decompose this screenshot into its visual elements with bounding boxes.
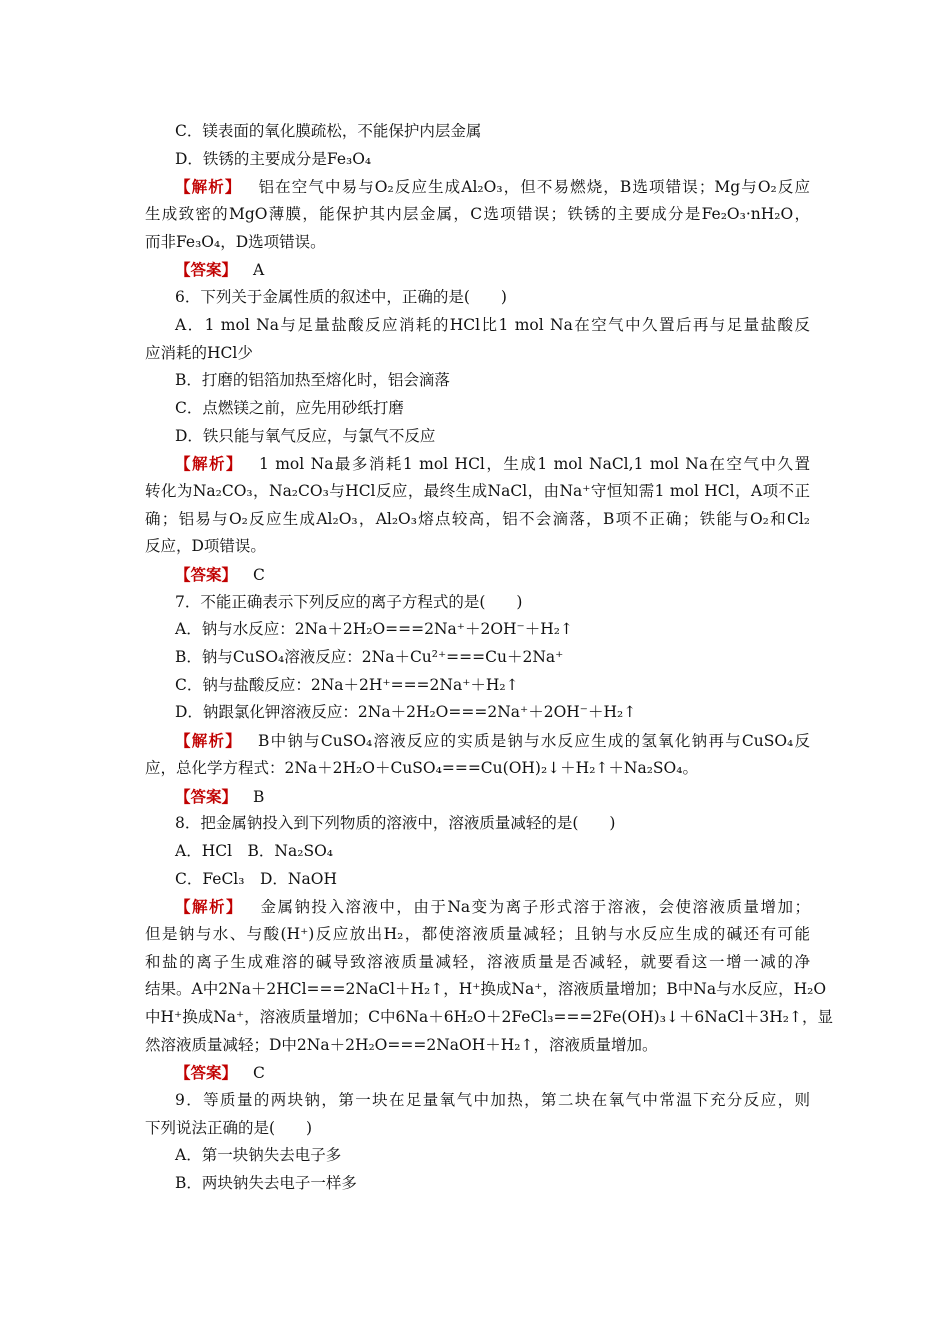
- q6-option-a: A．1 mol Na与足量盐酸反应消耗的HCl比1 mol Na在空气中久置后再与足量盐酸反: [175, 315, 810, 334]
- q7-analysis-line: 应，总化学方程式：2Na＋2H₂O＋CuSO₄===Cu(OH)₂↓＋H₂↑＋Na₂SO₄。: [145, 758, 698, 777]
- answer-label: 【答案】: [175, 1063, 238, 1083]
- q5-analysis-line: [145, 173, 810, 201]
- q8-options-ab: [145, 838, 810, 866]
- q8-analysis-line: 中H⁺换成Na⁺，溶液质量增加；C中6Na＋6H₂O＋2FeCl₃===2Fe(OH)₃↓＋6NaCl＋3H₂↑，显: [145, 1008, 833, 1026]
- analysis-text: B中钠与CuSO₄溶液反应的实质是钠与水反应生成的氢氧化钠再与CuSO₄反: [257, 732, 810, 751]
- answer-value: A: [253, 261, 265, 280]
- answer-value: C: [253, 1064, 265, 1083]
- q7-option-d: D．钠跟氯化钾溶液反应：2Na＋2H₂O===2Na⁺＋2OH⁻＋H₂↑: [175, 703, 637, 722]
- answer-label: 【答案】: [175, 565, 238, 584]
- q6-answer-line: [145, 561, 810, 589]
- q7-answer-line: [145, 783, 810, 811]
- q5-analysis-line: 生成致密的MgO薄膜，能保护其内层金属，C选项错误；铁锈的主要成分是Fe₂O₃·nH₂O，: [145, 205, 810, 224]
- q9-option-a: A．第一块钠失去电子多: [175, 1146, 342, 1165]
- analysis-label: 【解析】: [175, 177, 242, 197]
- analysis-label: 【解析】: [175, 897, 243, 917]
- q9-stem: 9．等质量的两块钠，第一块在足量氧气中加热，第二块在氧气中常温下充分反应，则: [175, 1091, 810, 1110]
- q8-analysis-line: 但是钠与水、与酸(H⁺)反应放出H₂，都使溶液质量减轻；且钠与水反应生成的碱还有可能: [145, 924, 810, 943]
- q6-analysis-line: 反应，D项错误。: [145, 537, 266, 556]
- q5-answer-line: [145, 256, 810, 284]
- analysis-text: 1 mol Na最多消耗1 mol HCl，生成1 mol NaCl,1 mol Na在空气中久置: [258, 455, 810, 474]
- q8-option-d: D．NaOH: [260, 869, 337, 888]
- q6-analysis-line: 转化为Na₂CO₃，Na₂CO₃与HCl反应，最终生成NaCl，由Na⁺守恒知需1 mol HCl，A项不正: [145, 481, 810, 500]
- q7-stem: 7．不能正确表示下列反应的离子方程式的是( ): [175, 592, 523, 611]
- q8-analysis-line: [145, 893, 810, 921]
- q8-option-a: A．HCl: [175, 841, 233, 860]
- q6-analysis-line: 确；铝易与O₂反应生成Al₂O₃，Al₂O₃熔点较高，铝不会滴落，B项不正确；铁能与O₂和Cl₂: [145, 509, 810, 528]
- answer-value: C: [253, 566, 265, 584]
- analysis-label: 【解析】: [175, 454, 243, 474]
- q6-analysis-line: [145, 450, 810, 478]
- q6-option-d: D．铁只能与氧气反应，与氯气不反应: [175, 426, 436, 445]
- q7-analysis-line: [145, 727, 810, 755]
- q7-option-b: B．钠与CuSO₄溶液反应：2Na＋Cu²⁺===Cu＋2Na⁺: [175, 648, 564, 667]
- q7-option-c: C．钠与盐酸反应：2Na＋2H⁺===2Na⁺＋H₂↑: [175, 675, 519, 694]
- q8-option-c: C．FeCl₃: [175, 869, 245, 888]
- q7-option-a: A．钠与水反应：2Na＋2H₂O===2Na⁺＋2OH⁻＋H₂↑: [175, 620, 573, 639]
- q9-stem-cont: 下列说法正确的是( ): [145, 1118, 313, 1137]
- q5-analysis-line: 而非Fe₃O₄，D选项错误。: [145, 232, 326, 251]
- answer-label: 【答案】: [175, 786, 238, 806]
- q8-analysis-line: 然溶液质量减轻；D中2Na＋2H₂O===2NaOH＋H₂↑，溶液质量增加。: [145, 1035, 658, 1054]
- q6-stem: 6．下列关于金属性质的叙述中，正确的是( ): [175, 288, 507, 307]
- q6-option-c: C．点燃镁之前，应先用砂纸打磨: [175, 398, 404, 417]
- analysis-text: 金属钠投入溶液中，由于Na变为离子形式溶于溶液，会使溶液质量增加；: [258, 898, 810, 917]
- document-page: [145, 118, 833, 1198]
- q8-answer-line: [145, 1059, 810, 1087]
- q8-options-cd: [145, 866, 810, 894]
- answer-value: B: [253, 787, 265, 806]
- q8-analysis-line: 和盐的离子生成难溶的碱导致溶液质量减轻，溶液质量是否减轻，就要看这一增一减的净: [145, 952, 810, 971]
- q8-stem: 8．把金属钠投入到下列物质的溶液中，溶液质量减轻的是( ): [175, 814, 616, 833]
- q8-option-b: B．Na₂SO₄: [247, 841, 333, 860]
- answer-label: 【答案】: [175, 260, 238, 280]
- q6-option-b: B．打磨的铝箔加热至熔化时，铝会滴落: [175, 371, 450, 390]
- q8-analysis-line: 结果。A中2Na＋2HCl===2NaCl＋H₂↑，H⁺换成Na⁺，溶液质量增加；B中Na与水反应，H₂O: [145, 980, 827, 999]
- q9-option-b: B．两块钠失去电子一样多: [175, 1174, 357, 1193]
- q6-option-a-cont: 应消耗的HCl少: [145, 343, 253, 362]
- q5-option-c: C．镁表面的氧化膜疏松，不能保护内层金属: [175, 122, 482, 140]
- analysis-label: 【解析】: [175, 731, 242, 751]
- analysis-text: 铝在空气中易与O₂反应生成Al₂O₃，但不易燃烧，B选项错误；Mg与O₂反应: [257, 178, 810, 197]
- q5-option-d: D．铁锈的主要成分是Fe₃O₄: [175, 149, 372, 168]
